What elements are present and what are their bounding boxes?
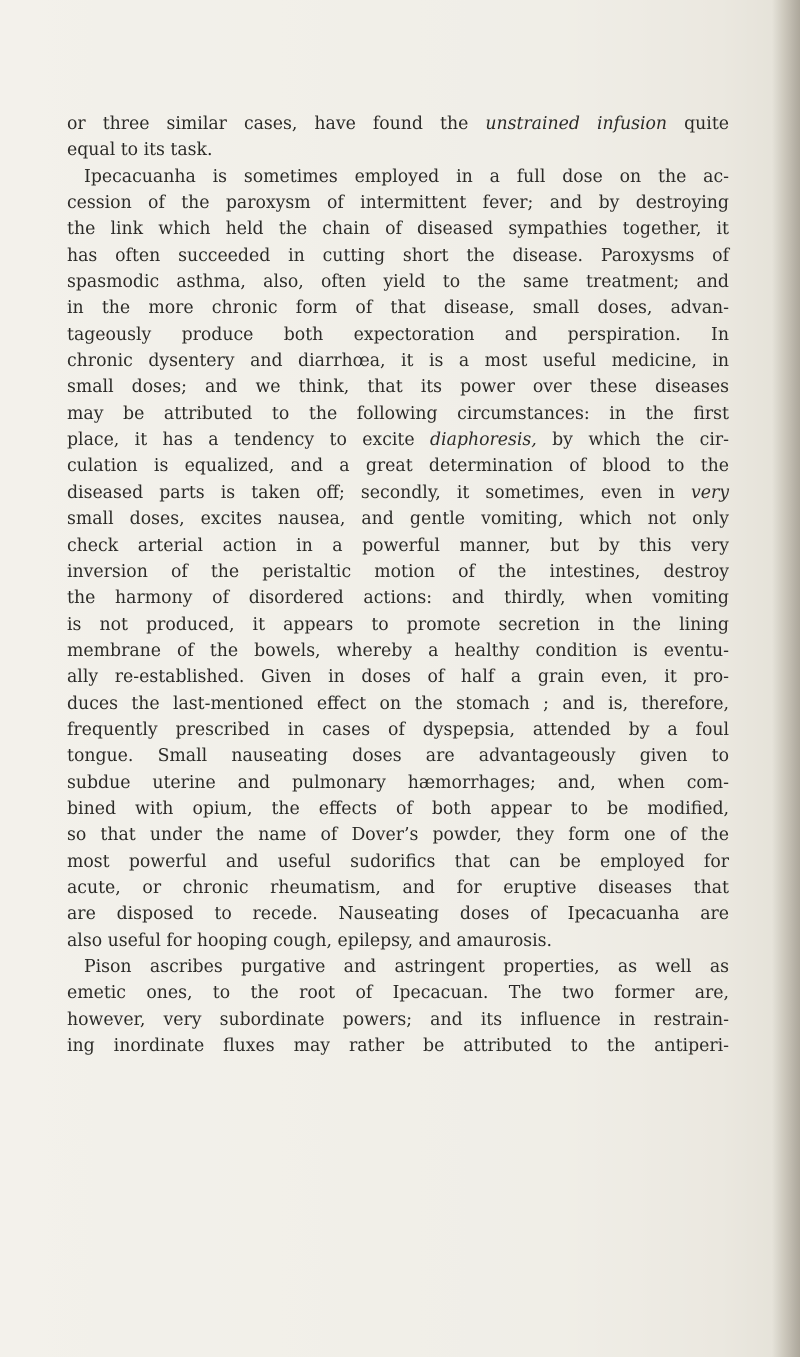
text-line: spasmodic asthma, also, often yield to the same treatment; and (67, 272, 729, 293)
text-line: small doses; and we think, that its power over these diseases (67, 377, 729, 398)
text-line: ally re-established. Given in doses of half a grain even, it pro- (67, 667, 729, 688)
text-line: so that under the name of Dover’s powder, they form one of the (67, 825, 729, 846)
text-line: culation is equalized, and a great determination of blood to the (67, 456, 729, 477)
body-text (67, 111, 729, 1059)
text-line: chronic dysentery and diarrhœa, it is a most useful medicine, in (67, 351, 729, 372)
text-line: the link which held the chain of diseased sympathies together, it (67, 219, 729, 240)
text-line: inversion of the peristaltic motion of the intestines, destroy (67, 561, 729, 582)
text-line: check arterial action in a powerful manner, but by this very (67, 535, 729, 556)
text-line: are disposed to recede. Nauseating doses of Ipecacuanha are (67, 904, 729, 925)
text-line: duces the last-mentioned effect on the stomach ; and is, therefore, (67, 693, 729, 714)
text-line: in the more chronic form of that disease, small doses, advan- (67, 298, 729, 319)
text-line: frequently prescribed in cases of dyspepsia, attended by a foul (67, 719, 729, 740)
text-line: place, it has a tendency to excite diaphoresis, by which the cir- (67, 430, 729, 451)
text-line: tageously produce both expectoration and perspiration. In (67, 324, 729, 345)
text-line: small doses, excites nausea, and gentle vomiting, which not only (67, 509, 729, 530)
text-line: emetic ones, to the root of Ipecacuan. The two former are, (67, 983, 729, 1004)
text-line: acute, or chronic rheumatism, and for eruptive diseases that (67, 877, 729, 898)
text-line: also useful for hooping cough, epilepsy, and amaurosis. (67, 930, 553, 951)
text-line: Pison ascribes purgative and astringent properties, as well as (84, 957, 729, 977)
text-line: however, very subordinate powers; and its influence in restrain- (67, 1009, 729, 1030)
text-line: has often succeeded in cutting short the disease. Paroxysms of (67, 245, 729, 266)
text-line: tongue. Small nauseating doses are advantageously given to (67, 746, 729, 767)
text-line: ing inordinate fluxes may rather be attributed to the antiperi- (67, 1036, 729, 1057)
page-edge-shadow (772, 0, 800, 1357)
text-line: most powerful and useful sudorifics that can be employed for (67, 851, 729, 872)
text-line: subdue uterine and pulmonary hæmorrhages; and, when com- (67, 772, 729, 793)
text-line: is not produced, it appears to promote secretion in the lining (67, 614, 729, 635)
text-line: cession of the paroxysm of intermittent fever; and by destroying (67, 193, 729, 214)
text-line: diseased parts is taken off; secondly, it sometimes, even in very (67, 482, 729, 503)
text-line: Ipecacuanha is sometimes employed in a full dose on the ac- (84, 166, 729, 187)
text-line: may be attributed to the following circumstances: in the first (67, 403, 729, 424)
text-line: membrane of the bowels, whereby a healthy condition is eventu- (67, 640, 729, 661)
text-line: or three similar cases, have found the unstrained infusion quite (67, 114, 729, 134)
text-line: equal to its task. (67, 140, 213, 161)
text-line: the harmony of disordered actions: and thirdly, when vomiting (67, 588, 729, 609)
text-line: bined with opium, the effects of both appear to be modified, (67, 798, 729, 819)
